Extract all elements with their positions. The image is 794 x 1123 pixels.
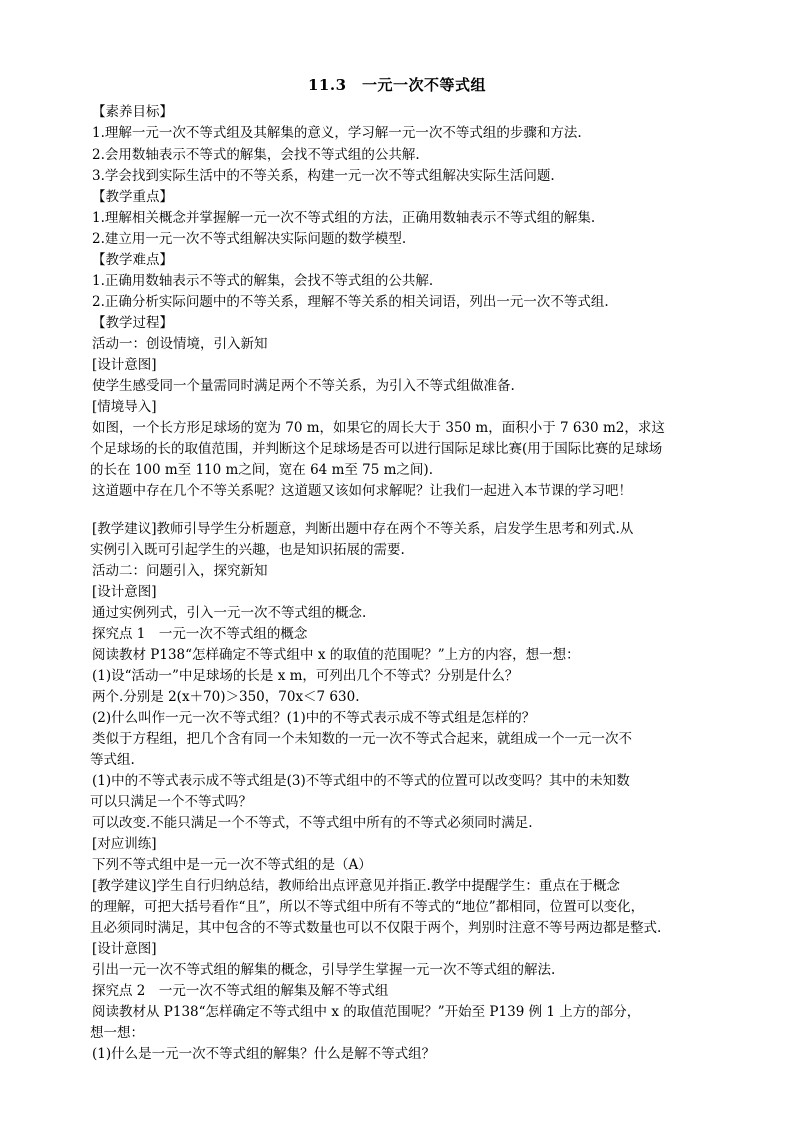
text-line: 的理解，可把大括号看作“且”，所以不等式组中所有不等式的“地位”都相同，位置可以变化，: [90, 899, 645, 915]
text-line: (1)中的不等式表示成不等式组是(3)不等式组中的不等式的位置可以改变吗？其中的未知数: [92, 773, 630, 789]
text-line: 两个.分别是 2(x＋70)＞350，70x＜7 630.: [92, 689, 360, 705]
text-line: 个足球场的长的取值范围，并判断这个足球场是否可以进行国际足球比赛(用于国际比赛的足球场: [90, 441, 663, 457]
text-line: [设计意图]: [92, 941, 157, 957]
text-line: 类似于方程组，把几个含有同一个未知数的一元一次不等式合起来，就组成一个一元一次不: [92, 731, 632, 747]
text-line: [教学建议]学生自行归纳总结，教师给出点评意见并指正.教学中提醒学生：重点在于概念: [92, 878, 620, 894]
text-line: (1)什么是一元一次不等式组的解集？什么是解不等式组？: [92, 1046, 436, 1062]
text-line: 使学生感受同一个量需同时满足两个不等关系，为引入不等式组做准备.: [92, 378, 515, 394]
text-line: 2.建立用一元一次不等式组解决实际问题的数学模型.: [92, 231, 407, 247]
text-line: (1)设“活动一”中足球场的长是 x m，可列出几个不等式？分别是什么？: [92, 668, 519, 684]
section-heading-process: 【教学过程】: [92, 315, 173, 331]
text-line: 1.理解相关概念并掌握解一元一次不等式组的方法，正确用数轴表示不等式组的解集.: [92, 210, 596, 226]
text-line: 通过实例列式，引入一元一次不等式组的概念.: [92, 605, 367, 621]
text-line: [设计意图]: [92, 357, 157, 373]
text-line: 下列不等式组中是一元一次不等式组的是（A）: [92, 857, 372, 873]
text-line: 1.理解一元一次不等式组及其解集的意义，学习解一元一次不等式组的步骤和方法.: [92, 125, 582, 141]
text-line: [对应训练]: [92, 836, 157, 852]
text-line: 可以只满足一个不等式吗？: [90, 794, 252, 810]
text-line: 2.正确分析实际问题中的不等关系，理解不等关系的相关词语，列出一元一次不等式组.: [92, 294, 609, 310]
text-line: 这道题中存在几个不等关系呢？这道题又该如何求解呢？让我们一起进入本节课的学习吧！: [92, 483, 632, 499]
text-line: 阅读教材 P138“怎样确定不等式组中 x 的取值的范围呢？”上方的内容，想一想：: [92, 647, 580, 663]
text-line: 活动二：问题引入，探究新知: [92, 563, 268, 579]
text-line: 的长在 100 m至 110 m之间，宽在 64 m至 75 m之间).: [90, 462, 433, 478]
page-title: 11.3 一元一次不等式组: [307, 76, 487, 94]
text-line: 2.会用数轴表示不等式的解集，会找不等式组的公共解.: [92, 147, 420, 163]
text-line: 可以改变.不能只满足一个不等式，不等式组中所有的不等式必须同时满足.: [92, 815, 533, 831]
text-line: 1.正确用数轴表示不等式的解集，会找不等式组的公共解.: [92, 273, 434, 289]
text-line: [教学建议]教师引导学生分析题意，判断出题中存在两个不等关系，启发学生思考和列式.从: [92, 521, 634, 537]
text-line: [设计意图]: [92, 584, 157, 600]
text-line: 且必须同时满足，其中包含的不等式数量也可以不仅限于两个，判别时注意不等号两边都是整式.: [90, 920, 662, 936]
text-line: 如图，一个长方形足球场的宽为 70 m，如果它的周长大于 350 m，面积小于 7 630 m2，求这: [92, 420, 665, 436]
text-line: 等式组.: [90, 752, 135, 768]
text-line: 3.学会找到实际生活中的不等关系，构建一元一次不等式组解决实际生活问题.: [92, 168, 555, 184]
text-line: 想一想：: [90, 1025, 144, 1041]
text-line: 探究点 1 一元一次不等式组的概念: [92, 626, 308, 642]
text-line: 实例引入既可引起学生的兴趣，也是知识拓展的需要.: [90, 542, 405, 558]
text-line: 探究点 2 一元一次不等式组的解集及解不等式组: [92, 983, 389, 999]
text-line: [情境导入]: [92, 399, 157, 415]
section-heading-difficulties: 【教学难点】: [92, 252, 173, 268]
section-heading-key-points: 【教学重点】: [92, 189, 173, 205]
text-line: (2)什么叫作一元一次不等式组？(1)中的不等式表示成不等式组是怎样的？: [92, 710, 536, 726]
text-line: 引出一元一次不等式组的解集的概念，引导学生掌握一元一次不等式组的解法.: [92, 962, 556, 978]
section-heading-goals: 【素养目标】: [92, 104, 173, 120]
text-line: 活动一：创设情境，引入新知: [92, 336, 268, 352]
text-line: 阅读教材从 P138“怎样确定不等式组中 x 的取值范围呢？”开始至 P139 例 1 上方的部分，: [92, 1004, 641, 1020]
